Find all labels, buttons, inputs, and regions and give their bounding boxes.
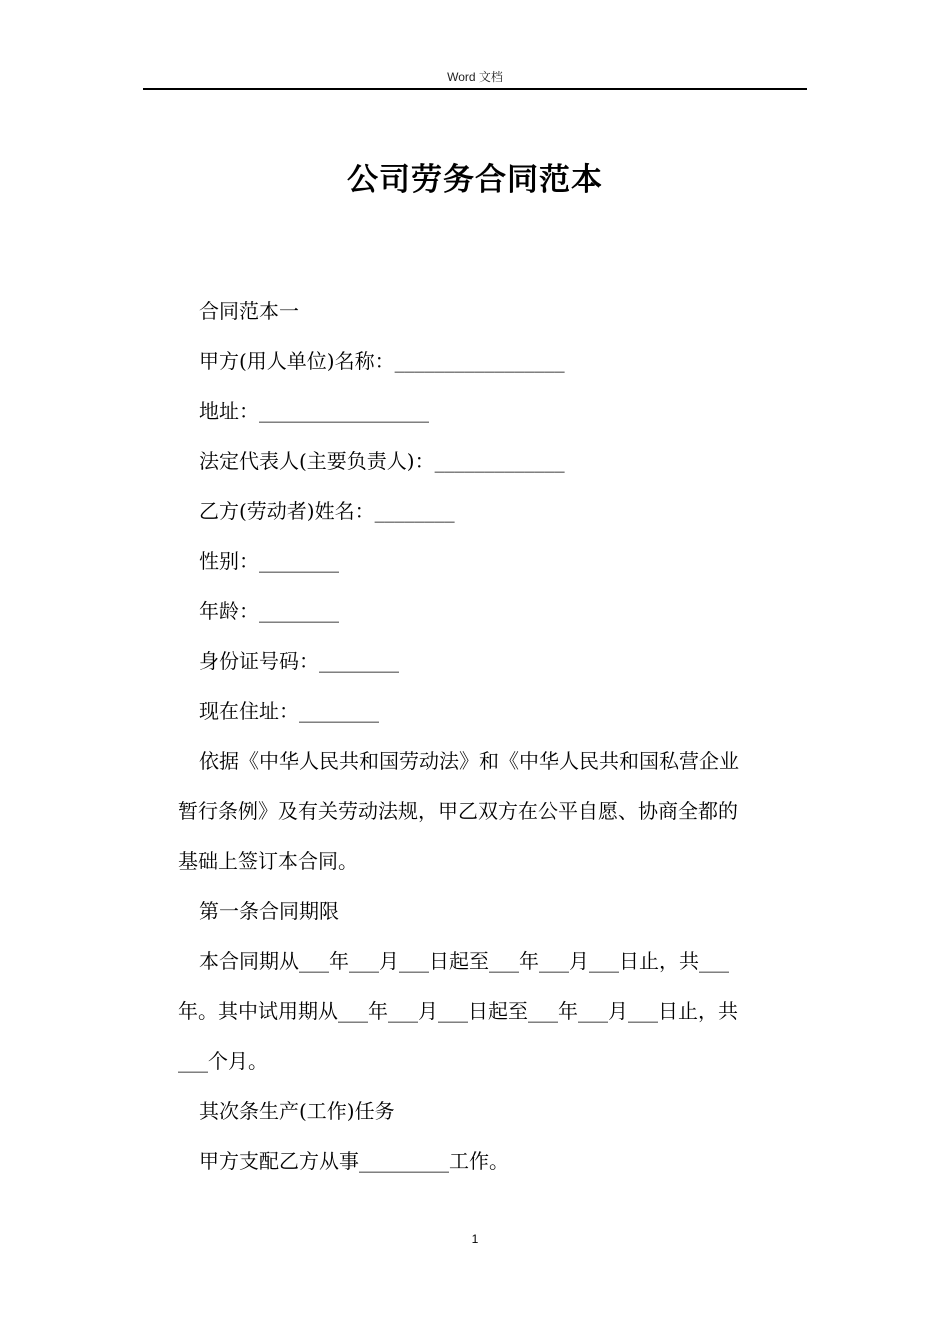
document-body	[178, 286, 810, 1186]
field-gender: 性别：________	[199, 549, 339, 573]
section-heading-term: 第一条合同期限	[199, 899, 339, 923]
section-heading-work-task: 其次条生产(工作)任务	[199, 1099, 395, 1123]
paragraph-work-task: 甲方支配乙方从事_________工作。	[199, 1149, 509, 1173]
paragraph-basis-line-2: 暂行条例》及有关劳动法规，甲乙双方在公平自愿、协商全都的	[178, 799, 738, 823]
paragraph-term-line-2: 年。其中试用期从___年___月___日起至___年___月___日止，共	[178, 999, 738, 1023]
header-text: Word 文档	[447, 70, 503, 84]
field-age: 年龄：________	[199, 599, 339, 623]
paragraph-term-line-3: ___个月。	[178, 1049, 268, 1073]
page-header	[143, 66, 807, 90]
field-party-a-name: 甲方(用人单位)名称：_________________	[199, 349, 565, 373]
field-id-number: 身份证号码：________	[199, 649, 399, 673]
paragraph-contract-sample-heading: 合同范本一	[199, 299, 299, 323]
paragraph-term-line-1: 本合同期从___年___月___日起至___年___月___日止，共___	[199, 949, 729, 973]
document-title: 公司劳务合同范本	[347, 162, 603, 198]
field-address: 地址：_________________	[199, 399, 429, 423]
field-legal-representative: 法定代表人(主要负责人)：_____________	[199, 449, 565, 473]
paragraph-basis-line-1: 依据《中华人民共和国劳动法》和《中华人民共和国私营企业	[199, 749, 739, 773]
field-current-address: 现在住址：________	[199, 699, 379, 723]
paragraph-basis-line-3: 基础上签订本合同。	[178, 849, 358, 873]
field-party-b-name: 乙方(劳动者)姓名：________	[199, 499, 455, 523]
page-number: 1	[471, 1232, 479, 1246]
